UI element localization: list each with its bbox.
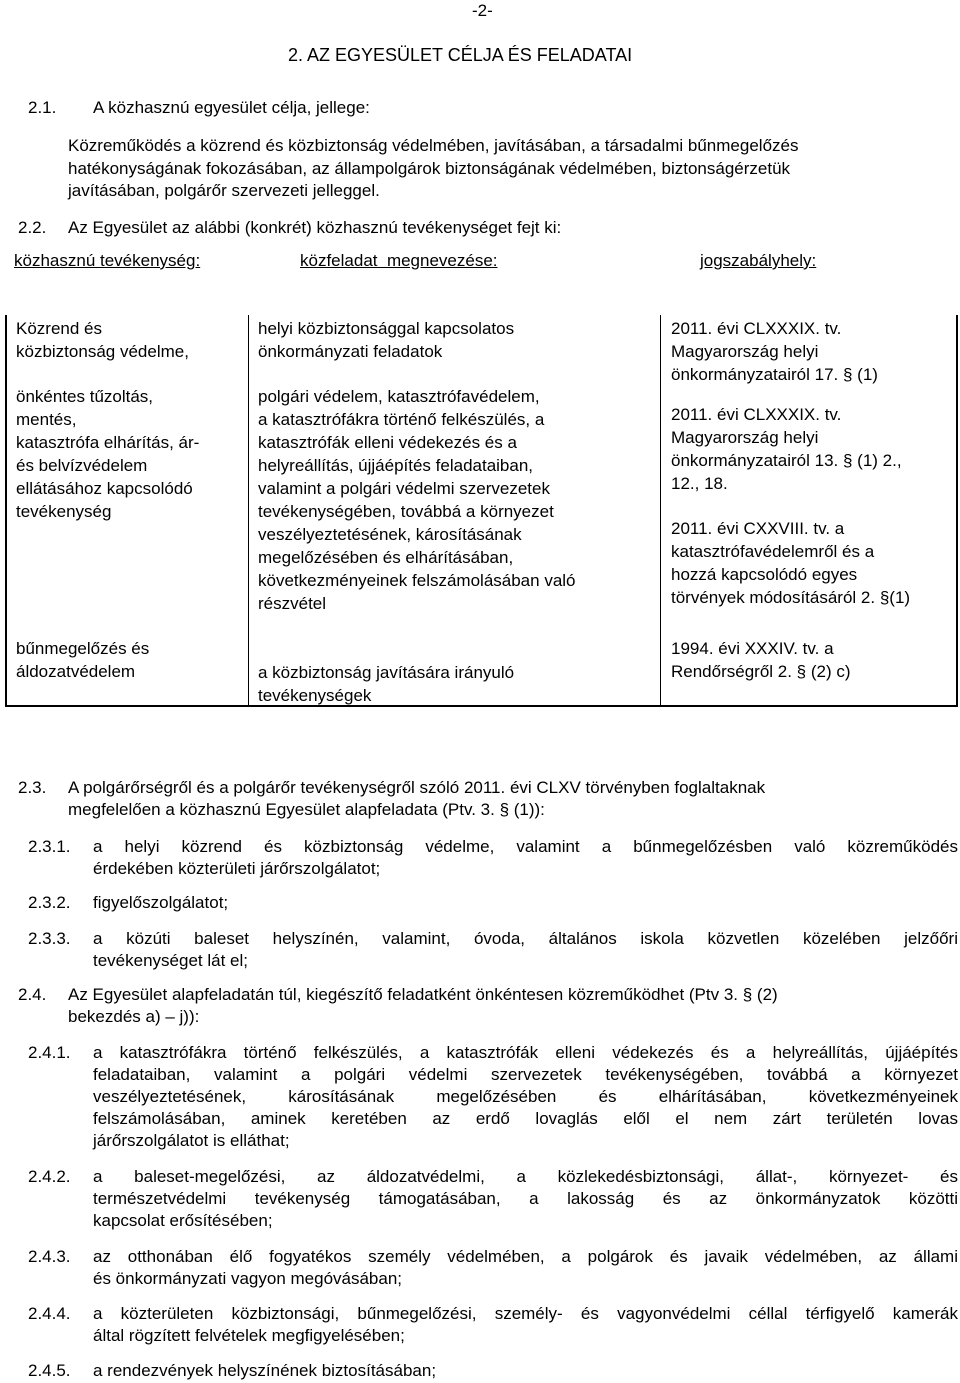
cell-line: katasztrófák elleni védekezés és a [258, 433, 517, 452]
cell-line: bűnmegelőzés és [16, 639, 150, 658]
table-header-activity: közhasznú tevékenység: [14, 251, 201, 270]
cell-line: helyi közbiztonsággal kapcsolatos [258, 319, 515, 338]
item-number: 2.3.3. [28, 929, 71, 948]
cell-line: önkéntes tűzoltás, [16, 387, 154, 406]
text-line: feladataiban, valamint a polgári védelmi szervezetek tevékenységében, továbbá a környezet [93, 1065, 958, 1084]
text-line: a baleset-megelőzési, az áldozatvédelmi, a közlekedésbiztonsági, állat-, környezet- és [93, 1167, 958, 1186]
item-number: 2.4.4. [28, 1304, 71, 1323]
table-cell-activity [16, 385, 244, 523]
text-line: tevékenységet lát el; [93, 951, 248, 970]
table-cell-activity [16, 317, 244, 363]
text-line: a rendezvények helyszínének biztosításában; [93, 1361, 437, 1380]
page-number: -2- [472, 1, 493, 20]
cell-line: a katasztrófákra történő felkészülés, a [258, 410, 545, 429]
cell-line: Magyarország helyi [671, 428, 819, 447]
cell-line: áldozatvédelem [16, 662, 136, 681]
chapter-title: 2. AZ EGYESÜLET CÉLJA ÉS FELADATAI [288, 45, 633, 65]
cell-line: veszélyeztetésének, károsításának [258, 525, 522, 544]
text-line: veszélyeztetésének, károsításának megelőzésében és elhárításában, következményeinek [93, 1087, 958, 1106]
cell-line: tevékenységében, továbbá a környezet [258, 502, 554, 521]
section-2-3-text-line: megfelelően a közhasznú Egyesület alapfeladata (Ptv. 3. § (1)): [68, 800, 545, 819]
cell-line: részvétel [258, 594, 327, 613]
list-item-text [93, 928, 958, 972]
section-2-2-number: 2.2. [18, 218, 47, 237]
cell-line: 12., 18. [671, 474, 728, 493]
text-line: természetvédelmi tevékenység támogatásában, a lakosság és az önkormányzatok közötti [93, 1189, 958, 1208]
list-item-text [93, 1166, 958, 1232]
table-cell-legal-basis [671, 403, 956, 495]
item-number: 2.4.3. [28, 1247, 71, 1266]
text-line: felszámolásában, aminek keretében az erdő lovaglás elől el nem zárt területén lovas [93, 1109, 958, 1128]
section-2-2-text: Az Egyesület az alábbi (konkrét) közhasznú tevékenységet fejt ki: [68, 218, 562, 237]
item-number: 2.4.2. [28, 1167, 71, 1186]
table-divider [248, 315, 249, 707]
cell-line: helyreállítás, újjáépítés feladataiban, [258, 456, 534, 475]
text-line: a közterületen közbiztonsági, bűnmegelőzési, személy- és vagyonvédelmi céllal térfigyelő kamerák [93, 1304, 958, 1323]
text-line: a katasztrófákra történő felkészülés, a katasztrófák elleni védekezés és a helyreállítás, újjáépítés [93, 1043, 958, 1062]
table-cell-legal-basis [671, 317, 956, 386]
cell-line: katasztrófa elhárítás, ár- [16, 433, 200, 452]
cell-line: tevékenység [16, 502, 112, 521]
cell-line: közbiztonság védelme, [16, 342, 189, 361]
text-line: kapcsolat erősítésében; [93, 1211, 273, 1230]
cell-line: és belvízvédelem [16, 456, 148, 475]
item-number: 2.4.1. [28, 1043, 71, 1062]
list-item-text [93, 1303, 958, 1347]
list-item-text [93, 1360, 958, 1382]
text-line: érdekében közterületi járőrszolgálatot; [93, 859, 381, 878]
section-2-1-text-line: Közreműködés a közrend és közbiztonság védelmében, javításában, a társadalmi bűnmegelőzés [68, 136, 799, 155]
text-line: figyelőszolgálatot; [93, 893, 229, 912]
text-line: az otthonában élő fogyatékos személy védelmében, a polgárok és javaik védelmében, az állami [93, 1247, 958, 1266]
table-cell-public-task [258, 385, 658, 615]
section-2-4-text-line: Az Egyesület alapfeladatán túl, kiegészítő feladatként önkéntesen közreműködhet (Ptv 3. § (2) [68, 985, 778, 1004]
cell-line: következményeinek felszámolásában való [258, 571, 576, 590]
cell-line: önkormányzatairól 17. § (1) [671, 365, 878, 384]
cell-line: Közrend és [16, 319, 102, 338]
cell-line: tevékenységek [258, 686, 372, 705]
cell-line: 2011. évi CLXXXIX. tv. [671, 405, 842, 424]
cell-line: Rendőrségről 2. § (2) c) [671, 662, 851, 681]
cell-line: ellátásához kapcsolódó [16, 479, 193, 498]
cell-line: megelőzésében és elhárításában, [258, 548, 514, 567]
cell-line: 2011. évi CXXVIII. tv. a [671, 519, 845, 538]
section-2-1-text-line: hatékonyságának fokozásában, az állampolgárok biztonságának védelmében, biztonságérzetük [68, 159, 791, 178]
cell-line: Magyarország helyi [671, 342, 819, 361]
text-line: és önkormányzati vagyon megóvásában; [93, 1269, 403, 1288]
cell-line: hozzá kapcsolódó egyes [671, 565, 858, 584]
item-number: 2.3.1. [28, 837, 71, 856]
cell-line: katasztrófavédelemről és a [671, 542, 875, 561]
table-cell-legal-basis [671, 637, 956, 683]
table-cell-public-task [258, 317, 658, 363]
section-2-4-number: 2.4. [18, 985, 47, 1004]
table-cell-activity [16, 637, 244, 683]
section-2-1-heading: A közhasznú egyesület célja, jellege: [93, 98, 370, 117]
cell-line: önkormányzati feladatok [258, 342, 443, 361]
cell-line: polgári védelem, katasztrófavédelem, [258, 387, 540, 406]
table-header-public-task: közfeladat megnevezése: [300, 251, 498, 270]
item-number: 2.3.2. [28, 893, 71, 912]
cell-line: mentés, [16, 410, 77, 429]
list-item-text [93, 836, 958, 880]
table-cell-public-task [258, 661, 658, 707]
list-item-text [93, 1246, 958, 1290]
table-header-legal-basis: jogszabályhely: [700, 251, 817, 270]
cell-line: a közbiztonság javítására irányuló [258, 663, 515, 682]
list-item-text [93, 892, 958, 914]
item-number: 2.4.5. [28, 1361, 71, 1380]
text-line: által rögzített felvételek megfigyelésében; [93, 1326, 405, 1345]
text-line: járőrszolgálatot is elláthat; [93, 1131, 290, 1150]
cell-line: 2011. évi CLXXXIX. tv. [671, 319, 842, 338]
section-2-3-number: 2.3. [18, 778, 47, 797]
text-line: a közúti baleset helyszínén, valamint, óvoda, általános iskola közvetlen közelében jelzőőri [93, 929, 958, 948]
section-2-4-text-line: bekezdés a) – j)): [68, 1007, 200, 1026]
text-line: a helyi közrend és közbiztonság védelme, valamint a bűnmegelőzésben való közreműködés [93, 837, 958, 856]
list-item-text [93, 1042, 958, 1152]
cell-line: 1994. évi XXXIV. tv. a [671, 639, 834, 658]
section-2-1-number: 2.1. [28, 98, 57, 117]
cell-line: törvények módosításáról 2. §(1) [671, 588, 911, 607]
cell-line: önkormányzatairól 13. § (1) 2., [671, 451, 902, 470]
table-cell-legal-basis [671, 517, 956, 609]
table-divider [660, 315, 661, 707]
section-2-1-text-line: javításában, polgárőr szervezeti jelleggel. [68, 181, 380, 200]
cell-line: valamint a polgári védelmi szervezetek [258, 479, 550, 498]
section-2-3-text-line: A polgárőrségről és a polgárőr tevékenységről szóló 2011. évi CLXV törvényben foglaltaknak [68, 778, 766, 797]
